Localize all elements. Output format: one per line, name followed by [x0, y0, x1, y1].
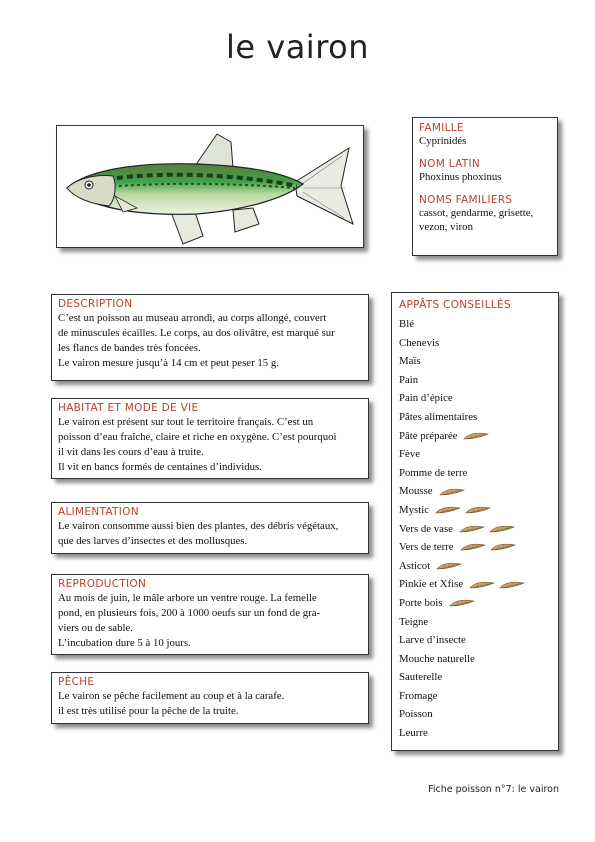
- description-line: les flancs de bandes très foncées.: [58, 342, 201, 354]
- minnow-drawing: [57, 126, 363, 247]
- bait-item: [399, 724, 551, 743]
- habitat-line: Il vit en bancs formés de centaines d’individus.: [58, 461, 262, 473]
- peche-line: il est très utilisé pour la pêche de la truite.: [58, 705, 239, 717]
- feather-icon: [435, 505, 461, 515]
- fish-illustration: [56, 125, 364, 248]
- bait-label: Vers de vase: [399, 522, 453, 535]
- bait-rating: [459, 524, 515, 534]
- bait-label: Poisson: [399, 708, 433, 721]
- bait-rating: [463, 431, 489, 441]
- bait-rating: [436, 561, 462, 571]
- feather-icon: [463, 431, 489, 441]
- alimentation-heading: ALIMENTATION: [58, 506, 139, 518]
- description-line: de minuscules écailles. Le corps, au dos olivâtre, est marqué sur: [58, 327, 335, 339]
- bait-item: [399, 464, 551, 483]
- bait-label: Asticot: [399, 559, 431, 572]
- reproduction-line: Au mois de juin, le mâle arbore un ventre rouge. La femelle: [58, 592, 317, 604]
- description-line: Le vairon mesure jusqu’à 14 cm et peut peser 15 g.: [58, 357, 279, 369]
- baits-box: [391, 292, 559, 751]
- bait-item: [399, 408, 551, 427]
- page-footer: Fiche poisson n°7: le vairon: [428, 784, 559, 795]
- peche-line: Le vairon se pêche facilement au coup et à la carafe.: [58, 690, 285, 702]
- alimentation-box: [51, 502, 369, 554]
- bait-label: Porte bois: [399, 596, 443, 609]
- bait-item: [399, 352, 551, 371]
- bait-label: Pain: [399, 373, 419, 386]
- bait-label: Larve d’insecte: [399, 634, 466, 647]
- bait-rating: [449, 598, 475, 608]
- reproduction-box: [51, 574, 369, 655]
- reproduction-line: viers ou de sable.: [58, 622, 133, 634]
- bait-rating: [469, 580, 525, 590]
- habitat-line: Le vairon est présent sur tout le territoire français. C’est un: [58, 416, 314, 428]
- page-title: le vairon: [226, 28, 369, 66]
- bait-item: [399, 315, 551, 334]
- bait-label: Pâtes alimentaires: [399, 410, 478, 423]
- feather-icon: [460, 542, 486, 552]
- bait-label: Sauterelle: [399, 671, 443, 684]
- famille-value: Cyprinidés: [419, 135, 467, 147]
- bait-item: [399, 705, 551, 724]
- bait-label: Leurre: [399, 727, 428, 740]
- feather-icon: [465, 505, 491, 515]
- feather-icon: [499, 580, 525, 590]
- bait-item: [399, 687, 551, 706]
- bait-label: Mouche naturelle: [399, 652, 475, 665]
- habitat-line: il vit dans les cours d’eau à truite.: [58, 446, 204, 458]
- bait-item: [399, 538, 551, 557]
- feather-icon: [439, 487, 465, 497]
- bait-item: [399, 501, 551, 520]
- bait-item: [399, 631, 551, 650]
- peche-box: [51, 672, 369, 724]
- feather-icon: [436, 561, 462, 571]
- bait-rating: [460, 542, 516, 552]
- bait-rating: [435, 505, 491, 515]
- bait-item: [399, 520, 551, 539]
- reproduction-heading: REPRODUCTION: [58, 578, 147, 590]
- bait-label: Teigne: [399, 615, 429, 628]
- habitat-line: poisson d’eau fraîche, claire et riche en oxygène. C’est pourquoi: [58, 431, 337, 443]
- bait-item: [399, 427, 551, 446]
- bait-item: [399, 613, 551, 632]
- bait-label: Pain d’épice: [399, 392, 453, 405]
- baits-heading: APPÂTS CONSEILLÉS: [399, 299, 511, 311]
- alimentation-line: Le vairon consomme aussi bien des plantes, des débris végétaux,: [58, 520, 339, 532]
- info-box: [412, 117, 558, 256]
- bait-label: Pinkie et Xfise: [399, 578, 464, 591]
- bait-item: [399, 594, 551, 613]
- habitat-heading: HABITAT ET MODE DE VIE: [58, 402, 199, 414]
- bait-item: [399, 445, 551, 464]
- bait-label: Chenevis: [399, 336, 440, 349]
- bait-label: Fève: [399, 448, 420, 461]
- bait-label: Mousse: [399, 485, 433, 498]
- bait-label: Maïs: [399, 355, 421, 368]
- nom-latin-value: Phoxinus phoxinus: [419, 171, 502, 183]
- bait-item: [399, 650, 551, 669]
- bait-item: [399, 389, 551, 408]
- feather-icon: [469, 580, 495, 590]
- nom-latin-heading: NOM LATIN: [419, 158, 481, 170]
- bait-item: [399, 371, 551, 390]
- noms-familiers-line: cassot, gendarme, grisette,: [419, 207, 534, 219]
- description-line: C’est un poisson au museau arrondi, au corps allongé, couvert: [58, 312, 327, 324]
- famille-heading: FAMILLE: [419, 122, 464, 134]
- bait-item: [399, 482, 551, 501]
- bait-item: [399, 668, 551, 687]
- habitat-box: [51, 398, 369, 479]
- feather-icon: [489, 524, 515, 534]
- bait-label: Pomme de terre: [399, 466, 468, 479]
- bait-label: Blé: [399, 318, 414, 330]
- bait-rating: [439, 487, 465, 497]
- reproduction-line: pond, en plusieurs fois, 200 à 1000 oeufs sur un fond de gra-: [58, 607, 321, 619]
- alimentation-line: que des larves d’insectes et des mollusques.: [58, 535, 248, 547]
- noms-familiers-heading: NOMS FAMILIERS: [419, 194, 513, 206]
- bait-label: Vers de terre: [399, 541, 454, 554]
- bait-label: Mystic: [399, 503, 429, 516]
- feather-icon: [459, 524, 485, 534]
- baits-list: [399, 315, 551, 743]
- bait-item: [399, 575, 551, 594]
- bait-label: Fromage: [399, 689, 438, 702]
- noms-familiers-line: vezon, viron: [419, 221, 473, 233]
- peche-heading: PÊCHE: [58, 676, 95, 688]
- bait-label: Pâte préparée: [399, 429, 458, 442]
- feather-icon: [449, 598, 475, 608]
- bait-item: [399, 334, 551, 353]
- description-box: [51, 294, 369, 381]
- bait-item: [399, 557, 551, 576]
- reproduction-line: L’incubation dure 5 à 10 jours.: [58, 637, 191, 649]
- description-heading: DESCRIPTION: [58, 298, 133, 310]
- feather-icon: [490, 542, 516, 552]
